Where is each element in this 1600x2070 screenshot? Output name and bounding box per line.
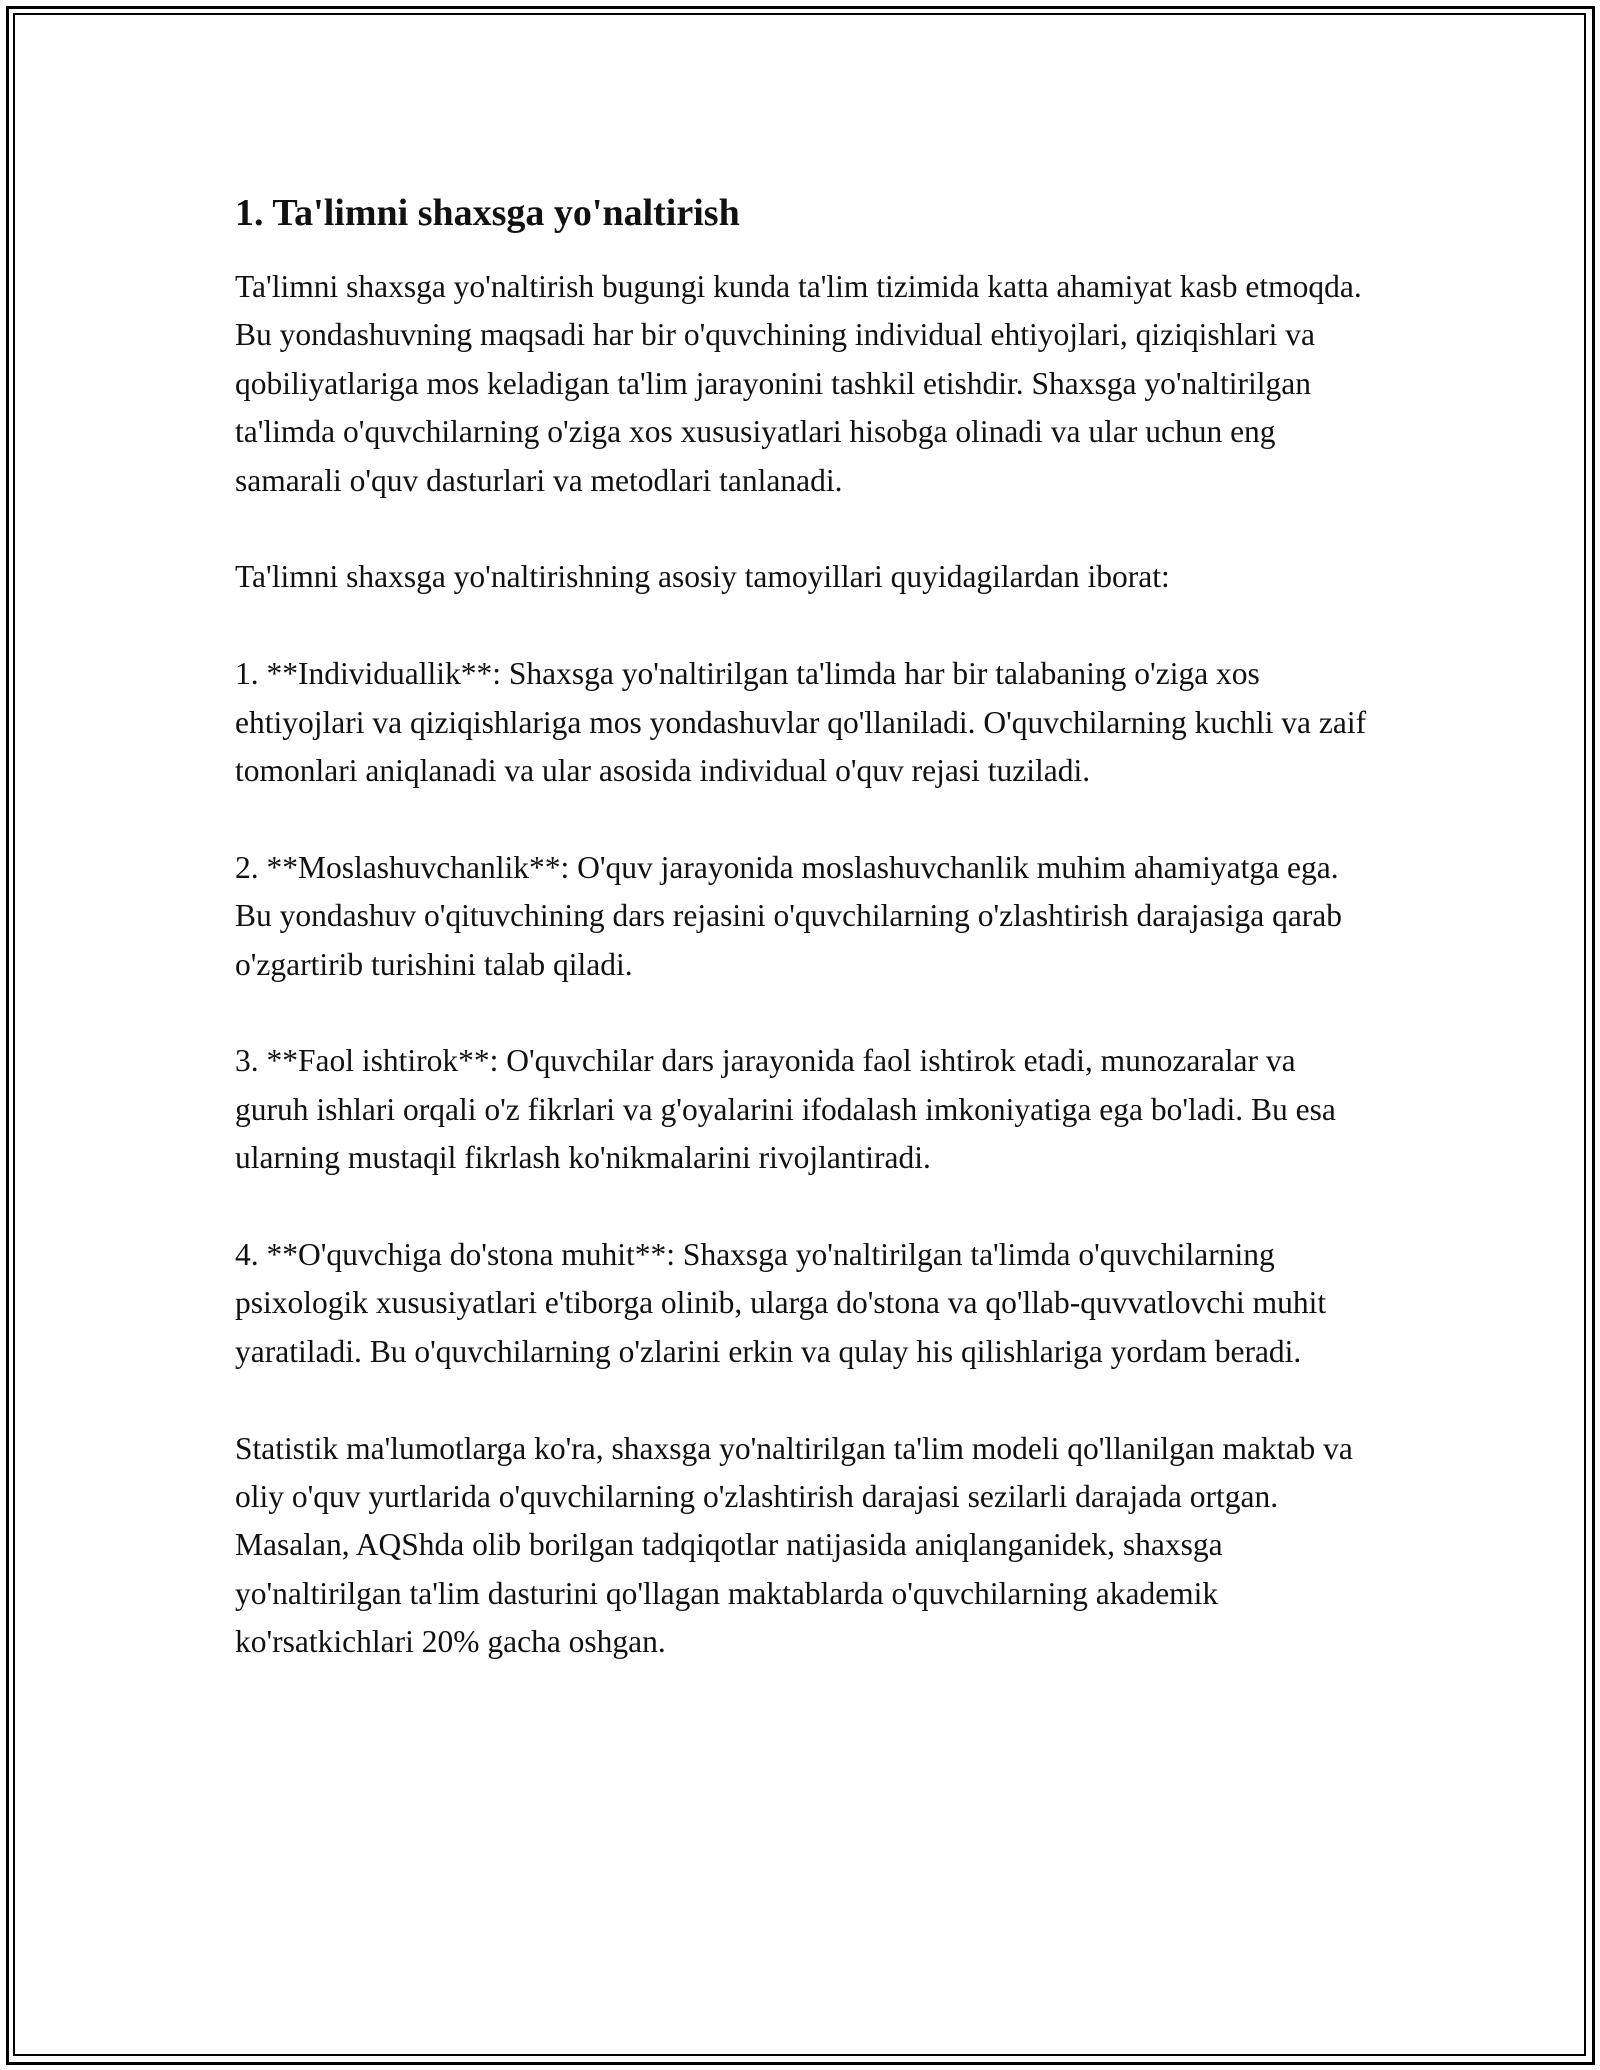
principle-friendly-environment-paragraph: 4. **O'quvchiga do'stona muhit**: Shaxsga yo'naltirilgan ta'limda o'quvchilarning psixologik xususiyatlari e'tiborga olinib, ularga do'stona va qo'llab-quvvatlovchi muhit yaratiladi. Bu o'quvchilarning o'zlarini erkin va qulay his qilishlariga yordam beradi. bbox=[235, 1237, 1327, 1369]
principle-active-participation-paragraph: 3. **Faol ishtirok**: O'quvchilar dars jarayonida faol ishtirok etadi, munozaralar va guruh ishlari orqali o'z fikrlari va g'oyalarini ifodalash imkoniyatiga ega bo'ladi. Bu esa ularning mustaqil fikrlash ko'nikmalarini rivojlantiradi. bbox=[235, 1043, 1336, 1176]
document-body bbox=[235, 185, 1375, 1667]
statistics-paragraph: Statistik ma'lumotlarga ko'ra, shaxsga yo'naltirilgan ta'lim modeli qo'llanilgan maktab va oliy o'quv yurtlarida o'quvchilarning o'zlashtirish darajasi sezilarli darajada ortgan. Masalan, AQShda olib borilgan tadqiqotlar natijasida aniqlanganidek, shaxsga yo'naltirilgan ta'lim dasturini qo'llagan maktablarda o'quvchilarning akademik ko'rsatkichlari 20% gacha oshgan. bbox=[235, 1430, 1353, 1660]
section-heading: 1. Ta'limni shaxsga yo'naltirish bbox=[235, 192, 740, 234]
principles-intro-paragraph: Ta'limni shaxsga yo'naltirishning asosiy tamoyillari quyidagilardan iborat: bbox=[235, 559, 1170, 595]
intro-paragraph: Ta'limni shaxsga yo'naltirish bugungi kunda ta'lim tizimida katta ahamiyat kasb etmoqda. Bu yondashuvning maqsadi har bir o'quvchining individual ehtiyojlari, qiziqishlari va qobiliyatlariga mos keladigan ta'lim jarayonini tashkil etishdir. Shaxsga yo'naltirilgan ta'limda o'quvchilarning o'ziga xos xususiyatlari hisobga olinadi va ular uchun eng samarali o'quv dasturlari va metodlari tanlanadi. bbox=[235, 269, 1362, 498]
principle-flexibility-paragraph: 2. **Moslashuvchanlik**: O'quv jarayonida moslashuvchanlik muhim ahamiyatga ega. Bu yondashuv o'qituvchining dars rejasini o'quvchilarning o'zlashtirish darajasiga qarab o'zgartirib turishini talab qiladi. bbox=[235, 849, 1343, 982]
principle-individuality-paragraph: 1. **Individuallik**: Shaxsga yo'naltirilgan ta'limda har bir talabaning o'ziga xos ehtiyojlari va qiziqishlariga mos yondashuvlar qo'llaniladi. O'quvchilarning kuchli va zaif tomonlari aniqlanadi va ular asosida individual o'quv rejasi tuziladi. bbox=[235, 656, 1367, 789]
